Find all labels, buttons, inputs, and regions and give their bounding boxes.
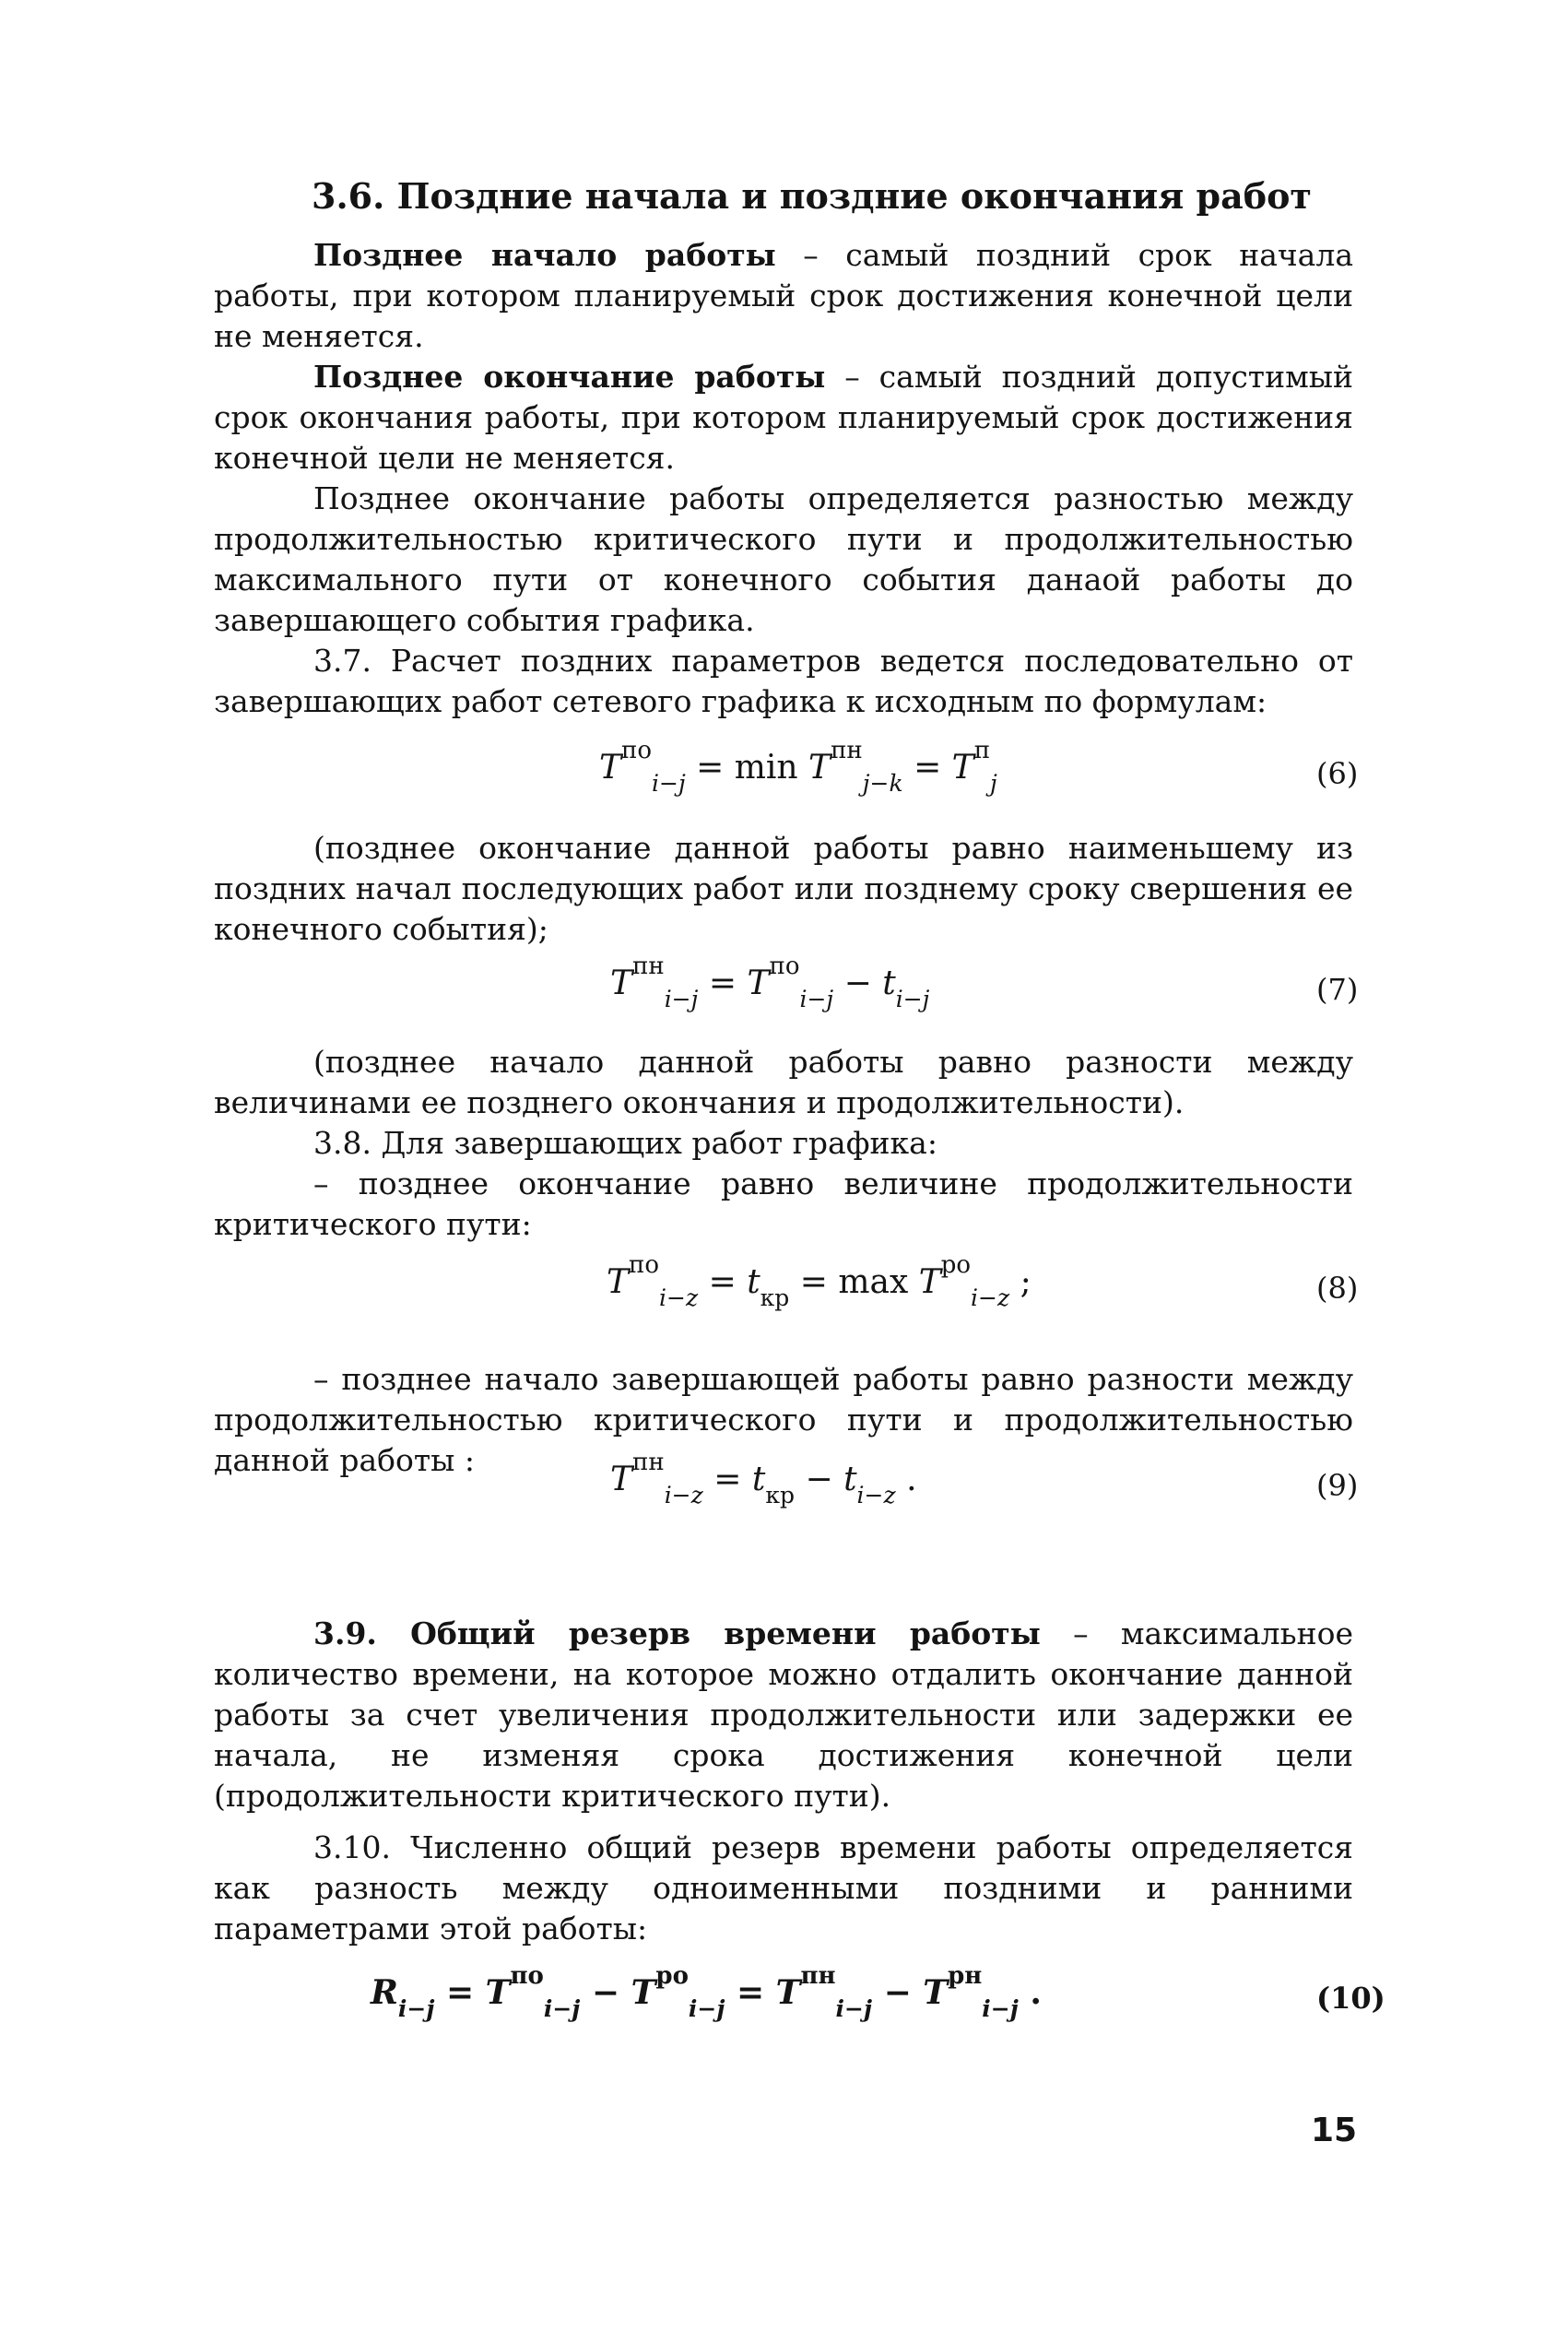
term-total-float: Общий резерв времени работы <box>376 1615 1041 1651</box>
equation-number-9: (9) <box>1316 1468 1359 1503</box>
term-late-finish: Позднее окончание работы <box>313 359 826 395</box>
paragraph-late-finish-calc: Позднее окончание работы определяется разностью между продолжительностью критического пути и продолжительностью максимального пути от конечного события данаой работы до завершающего события графика. <box>214 480 1353 638</box>
formula-6: $T^{по}_{i-j} = \min T^{пн}_{j-k} = T^п_j$ <box>599 737 997 797</box>
section-heading: 3.6. Поздние начала и поздние окончания работ <box>312 175 1312 217</box>
term-late-start: Позднее начало работы <box>313 237 776 273</box>
equation-number-7: (7) <box>1316 972 1359 1007</box>
paragraph-late-finish <box>214 357 1353 479</box>
definition-total-float: – максимальное количество времени, на которое можно отдалить окончание данной работы за счет увеличения продолжительности или задержки ее начала, не изменяя срока достижения конечной цели (продолжительности критического пути). <box>214 1615 1353 1814</box>
paragraph-3-9 <box>214 1614 1353 1816</box>
paragraph-late-start-rule: – позднее начало завершающей работы равно разности между продолжительностью критического пути и продолжительностью данной работы : <box>214 1361 1353 1478</box>
text-block-1 <box>214 235 1353 722</box>
text-block-3 <box>214 1042 1353 1245</box>
paragraph-late-finish-rule: – позднее окончание равно величине продолжительности критического пути: <box>214 1166 1353 1242</box>
formula-10: $R_{i-j} = T^{по}_{i-j} - T^{ро}_{i-j} = T^{пн}_{i-j} - T^{рн}_{i-j}$ . <box>371 1962 1042 2022</box>
definition-late-finish: – самый поздний допустимый срок окончания работы, при котором планируемый срок достижения конечной цели не меняется. <box>214 359 1353 476</box>
paragraph-formula-7-explanation: (позднее начало данной работы равно разности между величинами ее позднего окончания и продолжительности). <box>214 1044 1353 1120</box>
section-number-3-9: 3.9. <box>313 1615 377 1651</box>
formula-9: $T^{пн}_{i-z} = t_{кр} - t_{i-z}$ . <box>610 1449 917 1509</box>
page-number: 15 <box>1311 2112 1358 2149</box>
text-block-6 <box>214 1828 1353 1949</box>
paragraph-3-8: 3.8. Для завершающих работ графика: <box>313 1125 937 1161</box>
definition-late-start: – самый поздний срок начала работы, при котором планируемый срок достижения конечной цели не меняется. <box>214 237 1353 354</box>
paragraph-3-10: 3.10. Численно общий резерв времени работы определяется как разность между одноименными поздними и ранними параметрами этой работы: <box>214 1829 1353 1946</box>
paragraph-formula-6-explanation: (позднее окончание данной работы равно наименьшему из поздних начал последующих работ или позднему сроку свершения ее конечного события); <box>214 830 1353 947</box>
equation-number-10: (10) <box>1316 1981 1385 2016</box>
paragraph-3-7: 3.7. Расчет поздних параметров ведется последовательно от завершающих работ сетевого графика к исходным по формулам: <box>214 643 1353 719</box>
text-block-2 <box>214 828 1353 950</box>
formula-7: $T^{пн}_{i-j} = T^{по}_{i-j} - t_{i-j}$ <box>610 953 930 1012</box>
equation-number-8: (8) <box>1316 1271 1359 1306</box>
text-block-5 <box>214 1614 1353 1816</box>
paragraph-late-start <box>214 235 1353 357</box>
formula-8: $T^{по}_{i-z} = t_{кр} = \max T^{ро}_{i-z}$ ; <box>607 1251 1032 1311</box>
equation-number-6: (6) <box>1316 756 1359 791</box>
